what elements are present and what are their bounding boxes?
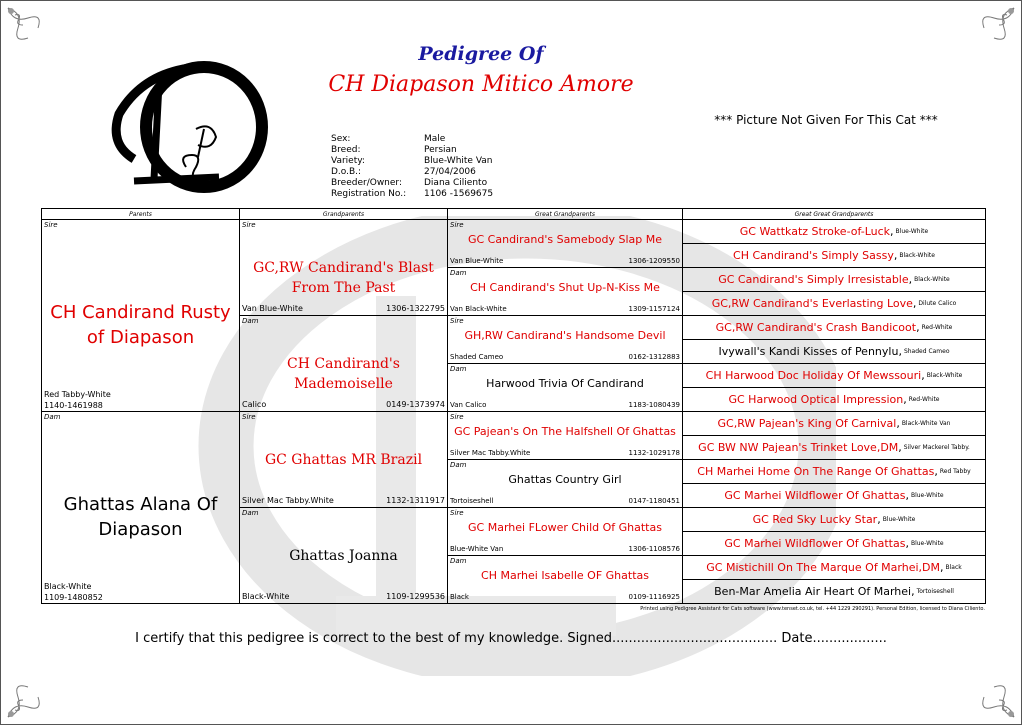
great-grandparent-reg: 1183-1080439 — [628, 401, 680, 409]
ggg-cell-12: GC Marhei Wildflower Of Ghattas , Blue-White — [683, 484, 986, 508]
ggg-cell-4: GC,RW Candirand's Everlasting Love , Dilute Calico — [683, 292, 986, 316]
grandparent-ss-cell — [240, 220, 448, 316]
corner-ornament-bottom-right — [949, 652, 1019, 722]
great-grandparent-name: CH Marhei Isabelle OF Ghattas — [481, 569, 649, 582]
great-grandparent-name: GC Marhei FLower Child Of Ghattas — [468, 521, 662, 534]
ggg-name: GC BW NW Pajean's Trinket Love,DM — [698, 441, 899, 454]
great-grandparent-name: GC Pajean's On The Halfshell Of Ghattas — [454, 425, 676, 438]
great-grandparent-reg: 1132-1029178 — [628, 449, 680, 457]
great-grandparent-cell-5 — [448, 412, 683, 460]
grandparent-ss-reg: 1306-1322795 — [386, 304, 445, 313]
cat-name-title: CH Diapason Mitico Amore — [328, 72, 634, 97]
ggg-name: CH Harwood Doc Holiday Of Mewssouri — [705, 369, 922, 382]
parent-dam-cell — [42, 412, 240, 604]
sire-label: Sire — [450, 413, 464, 421]
ggg-name: Ivywall's Kandi Kisses of Pennylu — [718, 345, 899, 358]
ggg-colour: Red-White — [908, 396, 940, 403]
ggg-colour: Black — [945, 564, 962, 571]
ggg-cell-5: GC,RW Candirand's Crash Bandicoot , Red-White — [683, 316, 986, 340]
ggg-colour: Black-White — [899, 252, 935, 259]
ggg-name: GC Marhei Wildflower Of Ghattas — [724, 489, 906, 502]
corner-ornament-top-left — [3, 3, 73, 73]
ggg-colour: Dilute Calico — [918, 300, 957, 307]
sire-label: Sire — [450, 509, 464, 517]
cattery-logo — [104, 59, 269, 199]
great-grandparent-reg: 1309-1157124 — [628, 305, 680, 313]
ggg-cell-8: GC Harwood Optical Impression , Red-White — [683, 388, 986, 412]
info-row-sex — [331, 134, 493, 145]
ggg-colour: Shaded Cameo — [903, 348, 950, 355]
title-pedigree-of: Pedigree Of — [418, 43, 544, 65]
ggg-cell-10: GC BW NW Pajean's Trinket Love,DM , Silver Mackerel Tabby. — [683, 436, 986, 460]
ggg-cell-13: GC Red Sky Lucky Star , Blue-White — [683, 508, 986, 532]
ggg-cell-6: Ivywall's Kandi Kisses of Pennylu , Shaded Cameo — [683, 340, 986, 364]
ggg-name: GC Marhei Wildflower Of Ghattas — [724, 537, 906, 550]
info-row-breeder — [331, 178, 493, 189]
certification-line: I certify that this pedigree is correct to the best of my knowledge. Signed........................................ Date.................. — [135, 631, 887, 646]
dam-label: Dam — [450, 269, 467, 277]
great-grandparent-cell-6 — [448, 460, 683, 508]
ggg-colour: Blue-White — [910, 540, 944, 547]
ggg-colour: Black-White — [926, 372, 963, 379]
great-grandparent-cell-8 — [448, 556, 683, 604]
info-value: Diana Ciliento — [424, 178, 488, 188]
great-grandparent-name: Harwood Trivia Of Candirand — [486, 377, 644, 390]
dam-label: Dam — [44, 413, 61, 421]
great-grandparent-colour: Van Blue-White — [450, 257, 504, 265]
grandparent-dd-colour: Black-White — [242, 592, 290, 601]
dam-label: Dam — [242, 317, 259, 325]
great-grandparent-reg: 1306-1209550 — [628, 257, 680, 265]
info-label: D.o.B.: — [331, 167, 362, 177]
printed-note: Printed using Pedigree Assistant for Cats software (www.tenset.co.uk, tel. +44 1229 290291). Personal Edition, licensed to Diana Ciliento. — [640, 606, 985, 612]
ggg-cell-9: GC,RW Pajean's King Of Carnival , Black-White Van — [683, 412, 986, 436]
great-grandparent-reg: 0162-1312883 — [628, 353, 680, 361]
grandparent-sd-reg: 0149-1373974 — [386, 400, 445, 409]
great-grandparent-name: Ghattas Country Girl — [508, 473, 622, 486]
corner-ornament-bottom-left — [3, 652, 73, 722]
grandparent-ss-name: GC,RW Candirand's Blast From The Past — [253, 260, 434, 296]
header-great-grandparents: Great Grandparents — [448, 209, 683, 220]
ggg-cell-7: CH Harwood Doc Holiday Of Mewssouri , Black-White — [683, 364, 986, 388]
great-grandparent-cell-4 — [448, 364, 683, 412]
ggg-name: CH Marhei Home On The Range Of Ghattas — [697, 465, 935, 478]
great-grandparent-cell-1 — [448, 220, 683, 268]
parent-dam-name: Ghattas Alana Of Diapason — [63, 494, 218, 540]
grandparent-dd-name: Ghattas Joanna — [289, 548, 398, 564]
great-grandparent-colour: Shaded Cameo — [450, 353, 504, 361]
great-grandparent-reg: 0109-1116925 — [628, 593, 680, 601]
grandparent-ds-reg: 1132-1311917 — [386, 496, 445, 505]
parent-sire-reg: 1140-1461988 — [44, 401, 103, 410]
sire-label: Sire — [450, 221, 464, 229]
great-grandparent-name: CH Candirand's Shut Up-N-Kiss Me — [470, 281, 660, 294]
grandparent-sd-cell — [240, 316, 448, 412]
ggg-cell-3: GC Candirand's Simply Irresistable , Black-White — [683, 268, 986, 292]
dam-label: Dam — [450, 461, 467, 469]
info-label: Sex: — [331, 134, 351, 144]
ggg-colour: Silver Mackerel Tabby. — [903, 444, 970, 451]
info-label: Breed: — [331, 145, 361, 155]
grandparent-ds-name: GC Ghattas MR Brazil — [264, 452, 423, 468]
ggg-cell-2: CH Candirand's Simply Sassy , Black-White — [683, 244, 986, 268]
ggg-colour: Blue-White — [882, 516, 916, 523]
dam-label: Dam — [242, 509, 259, 517]
header-great-great-grandparents: Great Great Grandparents — [683, 209, 986, 220]
great-grandparent-cell-2 — [448, 268, 683, 316]
sire-label: Sire — [242, 221, 256, 229]
great-grandparent-cell-3 — [448, 316, 683, 364]
ggg-name: GC Red Sky Lucky Star — [752, 513, 878, 526]
great-grandparent-name: GC Candirand's Samebody Slap Me — [467, 233, 663, 246]
ggg-colour: Blue-White — [895, 228, 929, 235]
info-label: Breeder/Owner: — [331, 178, 402, 188]
info-row-variety — [331, 156, 493, 167]
parent-dam-reg: 1109-1480852 — [44, 593, 103, 602]
ggg-cell-11: CH Marhei Home On The Range Of Ghattas , Red Tabby — [683, 460, 986, 484]
info-value: Male — [424, 134, 446, 144]
dam-label: Dam — [450, 365, 467, 373]
grandparent-ss-colour: Van Blue-White — [242, 304, 303, 313]
great-grandparent-colour: Blue-White Van — [450, 545, 504, 553]
header-parents: Parents — [42, 209, 240, 220]
ggg-cell-14: GC Marhei Wildflower Of Ghattas , Blue-White — [683, 532, 986, 556]
ggg-name: GC Mistichill On The Marque Of Marhei,DM — [706, 561, 940, 574]
ggg-name: GC Wattkatz Stroke-of-Luck — [739, 225, 891, 238]
info-label: Variety: — [331, 156, 365, 166]
ggg-colour: Black-White Van — [901, 420, 951, 427]
sire-label: Sire — [44, 221, 58, 229]
info-value: 27/04/2006 — [424, 167, 476, 177]
ggg-colour: Red Tabby — [939, 468, 971, 475]
parent-dam-colour: Black-White — [44, 582, 92, 591]
header-grandparents: Grandparents — [240, 209, 448, 220]
great-grandparent-colour: Van Black-White — [450, 305, 507, 313]
ggg-name: GC,RW Pajean's King Of Carnival — [717, 417, 897, 430]
no-picture-note: *** Picture Not Given For This Cat *** — [714, 113, 938, 127]
sire-label: Sire — [242, 413, 256, 421]
great-grandparent-reg: 0147-1180451 — [628, 497, 680, 505]
ggg-cell-1: GC Wattkatz Stroke-of-Luck , Blue-White — [683, 220, 986, 244]
ggg-name: Ben-Mar Amelia Air Heart Of Marhei — [714, 585, 912, 598]
grandparent-ds-colour: Silver Mac Tabby.White — [242, 496, 334, 505]
great-grandparent-reg: 1306-1108576 — [628, 545, 680, 553]
great-grandparent-colour: Van Calico — [450, 401, 487, 409]
great-grandparent-colour: Silver Mac Tabby.White — [450, 449, 531, 457]
info-value: 1106 -1569675 — [424, 189, 494, 199]
grandparent-sd-colour: Calico — [242, 400, 267, 409]
grandparent-ds-cell — [240, 412, 448, 508]
sire-label: Sire — [450, 317, 464, 325]
grandparent-dd-cell — [240, 508, 448, 604]
pedigree-table — [41, 208, 986, 604]
info-label: Registration No.: — [331, 189, 407, 199]
info-value: Blue-White Van — [424, 156, 493, 166]
grandparent-sd-name: CH Candirand's Mademoiselle — [287, 356, 400, 392]
cat-info-block — [331, 134, 493, 200]
great-grandparent-colour: Tortoiseshell — [450, 497, 494, 505]
info-row-registration — [331, 189, 493, 200]
ggg-colour: Blue-White — [910, 492, 944, 499]
ggg-colour: Tortoiseshell — [916, 588, 954, 595]
great-grandparent-cell-7 — [448, 508, 683, 556]
info-row-breed — [331, 145, 493, 156]
great-grandparent-colour: Black — [450, 593, 469, 601]
info-row-dob — [331, 167, 493, 178]
ggg-cell-16: Ben-Mar Amelia Air Heart Of Marhei , Tortoiseshell — [683, 580, 986, 604]
ggg-cell-15: GC Mistichill On The Marque Of Marhei,DM , Black — [683, 556, 986, 580]
parent-sire-cell — [42, 220, 240, 412]
grandparent-dd-reg: 1109-1299536 — [386, 592, 445, 601]
ggg-colour: Red-White — [921, 324, 953, 331]
corner-ornament-top-right — [949, 3, 1019, 73]
great-grandparent-name: GH,RW Candirand's Handsome Devil — [464, 329, 666, 342]
info-value: Persian — [424, 145, 457, 155]
parent-sire-name: CH Candirand Rusty of Diapason — [50, 302, 231, 348]
dam-label: Dam — [450, 557, 467, 565]
ggg-name: GC Candirand's Simply Irresistable — [718, 273, 909, 286]
ggg-name: CH Candirand's Simply Sassy — [733, 249, 894, 262]
ggg-colour: Black-White — [914, 276, 950, 283]
ggg-name: GC Harwood Optical Impression — [728, 393, 904, 406]
ggg-name: GC,RW Candirand's Everlasting Love — [711, 297, 913, 310]
ggg-name: GC,RW Candirand's Crash Bandicoot — [715, 321, 917, 334]
parent-sire-colour: Red Tabby-White — [44, 390, 111, 399]
